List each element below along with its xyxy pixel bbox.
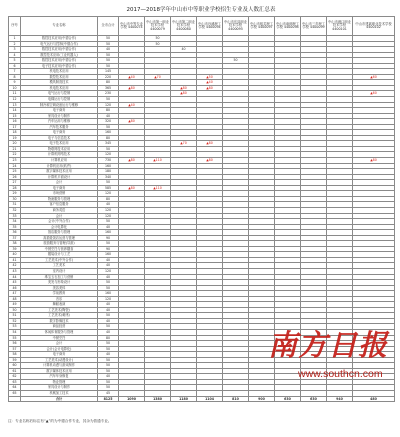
quota-cell: 50 (98, 280, 119, 286)
quota-cell: 50 (223, 58, 249, 64)
row-number-cell: 47 (9, 291, 21, 297)
column-header: 中山市第二职业技术学校 4400080 (171, 17, 197, 36)
major-name-cell: 汽车运用与维修 (21, 119, 98, 125)
major-name-cell: 模具制造技术 (21, 80, 98, 86)
quota-cell: ▲40 (119, 102, 145, 108)
major-name-cell: 计算机应用(软件) (21, 163, 98, 169)
major-name-cell: 电子与信息技术 (21, 135, 98, 141)
major-name-cell: 电子商务 (21, 130, 98, 136)
quota-cell: 40 (98, 318, 119, 324)
column-header: 序号 (9, 17, 21, 36)
row-number-cell: 2 (9, 41, 21, 47)
row-number-cell: 24 (9, 163, 21, 169)
row-number-cell: 65 (9, 391, 21, 397)
row-number-cell: 48 (9, 296, 21, 302)
total-cell (9, 396, 21, 402)
major-name-cell: 工艺美术(刺绣) (21, 313, 98, 319)
quota-cell: ▲110 (145, 158, 171, 164)
major-name-cell: 数控技术应用(工业机器人) (21, 52, 98, 58)
quota-cell: 160 (98, 291, 119, 297)
major-name-cell: 会计 (21, 213, 98, 219)
quota-cell: 730 (98, 158, 119, 164)
major-name-cell: 数字媒体技术应用 (21, 368, 98, 374)
quota-cell: ▲50 (197, 74, 223, 80)
quota-cell: 340 (98, 174, 119, 180)
quota-cell: 50 (145, 41, 171, 47)
row-number-cell: 25 (9, 169, 21, 175)
quota-cell: 40 (98, 329, 119, 335)
major-name-cell: 商品经营 (21, 324, 98, 330)
row-number-cell: 51 (9, 313, 21, 319)
quota-cell: 45 (98, 391, 119, 397)
row-number-cell: 12 (9, 97, 21, 103)
quota-cell: 50 (98, 324, 119, 330)
row-number-cell: 53 (9, 324, 21, 330)
column-header: 中山市板芙理工学校 4400097 (249, 17, 275, 36)
major-name-cell: 计算机应用 (21, 158, 98, 164)
major-name-cell: 会计 (21, 341, 98, 347)
quota-cell: 50 (98, 363, 119, 369)
total-cell: 630 (275, 396, 301, 402)
quota-cell: ▲60 (353, 74, 395, 80)
major-name-cell: 会计(会计电算化) (21, 346, 98, 352)
major-name-cell: 会计(中外合作) (21, 219, 98, 225)
total-cell: 合计 (21, 396, 98, 402)
quota-cell: 50 (98, 346, 119, 352)
row-number-cell: 26 (9, 174, 21, 180)
total-cell: 810 (223, 396, 249, 402)
row-number-cell: 27 (9, 180, 21, 186)
quota-cell: ▲80 (119, 85, 145, 91)
major-name-cell: 电子技术应用(中德合作) (21, 63, 98, 69)
row-number-cell: 41 (9, 257, 21, 263)
major-name-cell: 休闲体育服务与管理 (21, 329, 98, 335)
quota-cell: ▲80 (171, 91, 197, 97)
quota-cell: ▲110 (145, 185, 171, 191)
row-number-cell: 42 (9, 263, 21, 269)
total-cell: 1180 (171, 396, 197, 402)
quota-cell: ▲40 (197, 80, 223, 86)
row-number-cell: 29 (9, 191, 21, 197)
major-name-cell: 家具设计与制作 (21, 113, 98, 119)
major-name-cell: 工艺美术 (21, 263, 98, 269)
row-number-cell: 30 (9, 196, 21, 202)
quota-cell: 40 (98, 113, 119, 119)
total-cell: 1380 (145, 396, 171, 402)
quota-cell: 220 (98, 74, 119, 80)
quota-cell: ▲80 (197, 158, 223, 164)
row-number-cell: 54 (9, 329, 21, 335)
newspaper-watermark (268, 328, 392, 402)
quota-cell: 120 (98, 152, 119, 158)
major-name-cell: 客户信息服务 (21, 202, 98, 208)
major-name-cell: 室内设计 (21, 268, 98, 274)
quota-cell: 50 (98, 41, 119, 47)
quota-cell: 320 (98, 119, 119, 125)
row-number-cell: 40 (9, 252, 21, 258)
column-header: 中山市港口职业技术学校 4400101 (327, 17, 353, 36)
row-number-cell: 45 (9, 280, 21, 286)
major-name-cell: 中餐烹饪 (21, 335, 98, 341)
quota-cell: 50 (98, 357, 119, 363)
quota-cell: 50 (98, 368, 119, 374)
column-header: 中山市中等专业学校 4400074 (119, 17, 145, 36)
major-name-cell: 饭店服务与管理 (21, 230, 98, 236)
quota-cell: 80 (98, 108, 119, 114)
row-number-cell: 7 (9, 69, 21, 75)
quota-cell: 585 (98, 185, 119, 191)
major-name-cell: 电子商务 (21, 352, 98, 358)
quota-cell: 50 (98, 36, 119, 42)
quota-cell: 90 (98, 246, 119, 252)
row-number-cell: 32 (9, 207, 21, 213)
row-number-cell: 55 (9, 335, 21, 341)
quota-cell: 145 (98, 69, 119, 75)
quota-cell: 50 (98, 52, 119, 58)
major-name-cell: 机电技术应用 (21, 69, 98, 75)
quota-cell: 160 (98, 130, 119, 136)
row-number-cell: 4 (9, 52, 21, 58)
major-name-cell: 珠宝玉石加工与营销 (21, 274, 98, 280)
row-number-cell: 33 (9, 213, 21, 219)
row-number-cell: 57 (9, 346, 21, 352)
quota-cell: ▲80 (197, 85, 223, 91)
total-cell: 480 (353, 396, 395, 402)
major-name-cell: 机械加工技术 (21, 391, 98, 397)
quota-cell: 50 (98, 313, 119, 319)
quota-cell: 40 (98, 352, 119, 358)
quota-cell: 50 (98, 385, 119, 391)
row-number-cell: 31 (9, 202, 21, 208)
column-header: 专业名称 (21, 17, 98, 36)
quota-cell: ▲40 (119, 74, 145, 80)
row-number-cell: 13 (9, 102, 21, 108)
column-header: 中山市沙溪理工学校 4400094 (197, 17, 223, 36)
major-name-cell: 电气运行与控制 (21, 91, 98, 97)
quota-cell: 80 (98, 335, 119, 341)
quota-cell: ▲80 (171, 85, 197, 91)
row-number-cell: 6 (9, 63, 21, 69)
quota-cell: 50 (98, 97, 119, 103)
major-name-cell: 计算机平面设计 (21, 174, 98, 180)
quota-cell: 50 (98, 285, 119, 291)
quota-cell: 90 (98, 235, 119, 241)
quota-cell: 50 (98, 341, 119, 347)
quota-cell: 160 (98, 163, 119, 169)
row-number-cell: 44 (9, 274, 21, 280)
major-name-cell: 电梯运行与控制 (21, 97, 98, 103)
row-number-cell: 9 (9, 80, 21, 86)
quota-cell: 365 (98, 85, 119, 91)
quota-cell: ▲80 (353, 158, 395, 164)
table-header-row (9, 17, 395, 36)
major-name-cell: 数控技术应用(中德合作) (21, 36, 98, 42)
row-number-cell: 49 (9, 302, 21, 308)
major-name-cell: 美发与形象设计 (21, 280, 98, 286)
quota-cell: 120 (98, 268, 119, 274)
quota-cell: ▲80 (119, 119, 145, 125)
major-name-cell: 物流服务与管理 (21, 196, 98, 202)
row-number-cell: 3 (9, 47, 21, 53)
major-name-cell: 美容美体 (21, 285, 98, 291)
row-number-cell: 5 (9, 58, 21, 64)
quota-cell: 120 (98, 213, 119, 219)
row-number-cell: 8 (9, 74, 21, 80)
major-name-cell: 家具设计与制作 (21, 385, 98, 391)
row-number-cell: 11 (9, 91, 21, 97)
watermark-logo: 南方日报 (268, 328, 389, 362)
quota-cell: 160 (98, 230, 119, 236)
major-name-cell: 电子技术应用 (21, 141, 98, 147)
row-number-cell: 28 (9, 185, 21, 191)
major-name-cell: 舞蹈表演 (21, 302, 98, 308)
quota-cell: ▲70 (145, 74, 171, 80)
row-number-cell: 1 (9, 36, 21, 42)
row-number-cell: 35 (9, 224, 21, 230)
quota-cell: 40 (98, 307, 119, 313)
major-name-cell: 计算机网络技术 (21, 152, 98, 158)
major-name-cell: 工艺美术(动漫设计) (21, 357, 98, 363)
row-number-cell: 18 (9, 130, 21, 136)
major-name-cell: 音乐 (21, 296, 98, 302)
quota-cell: 50 (145, 36, 171, 42)
quota-cell: 40 (98, 274, 119, 280)
row-number-cell: 58 (9, 352, 21, 358)
major-name-cell: 数字影像技术 (21, 318, 98, 324)
quota-cell: 180 (98, 169, 119, 175)
quota-cell: 40 (98, 263, 119, 269)
row-number-cell: 17 (9, 124, 21, 130)
row-number-cell: 43 (9, 268, 21, 274)
quota-cell: 50 (98, 146, 119, 152)
quota-cell: ▲60 (353, 91, 395, 97)
quota-cell: 80 (98, 80, 119, 86)
total-cell: 1090 (119, 396, 145, 402)
quota-cell: 80 (98, 135, 119, 141)
major-name-cell: 数字媒体技术应用 (21, 169, 98, 175)
quota-cell: 160 (98, 252, 119, 258)
total-cell: 900 (249, 396, 275, 402)
quota-cell: 40 (98, 224, 119, 230)
major-name-cell: 数控技术应用 (21, 74, 98, 80)
quota-cell: 50 (98, 241, 119, 247)
total-cell: 1104 (197, 396, 223, 402)
row-number-cell: 14 (9, 108, 21, 114)
row-number-cell: 38 (9, 241, 21, 247)
major-name-cell: 中餐烹饪与营养膳食 (21, 246, 98, 252)
row-number-cell: 22 (9, 152, 21, 158)
quota-cell: 50 (98, 219, 119, 225)
row-number-cell: 59 (9, 357, 21, 363)
column-header: 全市合计 (98, 17, 119, 36)
total-cell: 8125 (98, 396, 119, 402)
quota-cell: 120 (98, 296, 119, 302)
row-number-cell: 19 (9, 135, 21, 141)
major-name-cell: 电气运行与控制(中德合作) (21, 41, 98, 47)
quota-cell: ▲70 (171, 141, 197, 147)
quota-cell: ▲80 (197, 141, 223, 147)
major-name-cell: 汽车技术服务 (21, 124, 98, 130)
major-name-cell: 商务英语 (21, 207, 98, 213)
column-header: 中山市第一职业技术学校 4400079 (145, 17, 171, 36)
quota-cell: ▲80 (119, 185, 145, 191)
watermark-url: www.southcn.com (298, 368, 383, 380)
quota-cell: 80 (98, 196, 119, 202)
quota-cell: 120 (98, 191, 119, 197)
row-number-cell: 64 (9, 385, 21, 391)
row-number-cell: 34 (9, 219, 21, 225)
quota-cell: 345 (98, 141, 119, 147)
column-header: 中山市东凤职业技术学校 4400095 (223, 17, 249, 36)
quota-cell: 40 (98, 257, 119, 263)
quota-cell: 120 (98, 102, 119, 108)
major-name-cell: 工艺美术(中外合作) (21, 257, 98, 263)
document-title: 2017—2018学年中山市中等职业学校招生专业及人数汇总表 (126, 7, 276, 13)
row-number-cell: 56 (9, 341, 21, 347)
quota-cell: 230 (98, 91, 119, 97)
major-name-cell: 会计电算化 (21, 224, 98, 230)
major-name-cell: 汽车车身修复 (21, 374, 98, 380)
total-cell: 940 (327, 396, 353, 402)
major-name-cell: 计算机动漫与游戏制作 (21, 363, 98, 369)
quota-cell: 40 (98, 302, 119, 308)
row-number-cell: 37 (9, 235, 21, 241)
row-number-cell: 39 (9, 246, 21, 252)
quota-cell: 50 (98, 379, 119, 385)
total-cell: 630 (301, 396, 327, 402)
row-number-cell: 20 (9, 141, 21, 147)
quota-cell: 50 (98, 124, 119, 130)
major-name-cell: 电子商务 (21, 185, 98, 191)
major-name-cell: 制冷和空调设备运行与维修 (21, 102, 98, 108)
major-name-cell: 高星级饭店运营与管理 (21, 235, 98, 241)
row-number-cell: 16 (9, 119, 21, 125)
row-number-cell: 23 (9, 158, 21, 164)
row-number-cell: 10 (9, 85, 21, 91)
quota-cell: 50 (98, 58, 119, 64)
major-name-cell: 工艺美术(陶瓷) (21, 307, 98, 313)
row-number-cell: 52 (9, 318, 21, 324)
major-name-cell: 电子商务 (21, 108, 98, 114)
row-number-cell: 46 (9, 285, 21, 291)
row-number-cell: 61 (9, 368, 21, 374)
row-number-cell: 60 (9, 363, 21, 369)
major-name-cell: 机电技术应用 (21, 85, 98, 91)
row-number-cell: 62 (9, 374, 21, 380)
quota-cell: 40 (98, 374, 119, 380)
row-number-cell: 21 (9, 146, 21, 152)
major-name-cell: 数控技术应用(中德合作) (21, 58, 98, 64)
quota-cell: ▲80 (119, 158, 145, 164)
column-header: 中山市南朗理工学校 4400098 (275, 17, 301, 36)
major-name-cell: 服装设计与工艺 (21, 252, 98, 258)
major-name-cell: 物联网技术应用 (21, 146, 98, 152)
major-name-cell: 会计 (21, 180, 98, 186)
quota-cell: 40 (98, 47, 119, 53)
row-number-cell: 15 (9, 113, 21, 119)
major-name-cell: 数控技术应用(中德合作) (21, 47, 98, 53)
column-header: 中山市三乡理工学校 4400099 (301, 17, 327, 36)
quota-cell: 50 (98, 180, 119, 186)
major-name-cell: 物业管理 (21, 379, 98, 385)
row-number-cell: 36 (9, 230, 21, 236)
column-header: 中山市建斌职业技术学校 4400102 (353, 17, 395, 36)
quota-cell: 40 (98, 202, 119, 208)
row-number-cell: 63 (9, 379, 21, 385)
major-name-cell: 市场营销 (21, 191, 98, 197)
footnote: 注：专业名称后标注有“▲”的为中德合作专业，其余为普通专业。 (8, 419, 112, 423)
major-name-cell: 学前教育 (21, 291, 98, 297)
quota-cell: 120 (98, 207, 119, 213)
row-number-cell: 50 (9, 307, 21, 313)
major-name-cell: 旅游服务与管理(导游) (21, 241, 98, 247)
quota-cell: 50 (98, 63, 119, 69)
quota-cell: 40 (171, 47, 197, 53)
